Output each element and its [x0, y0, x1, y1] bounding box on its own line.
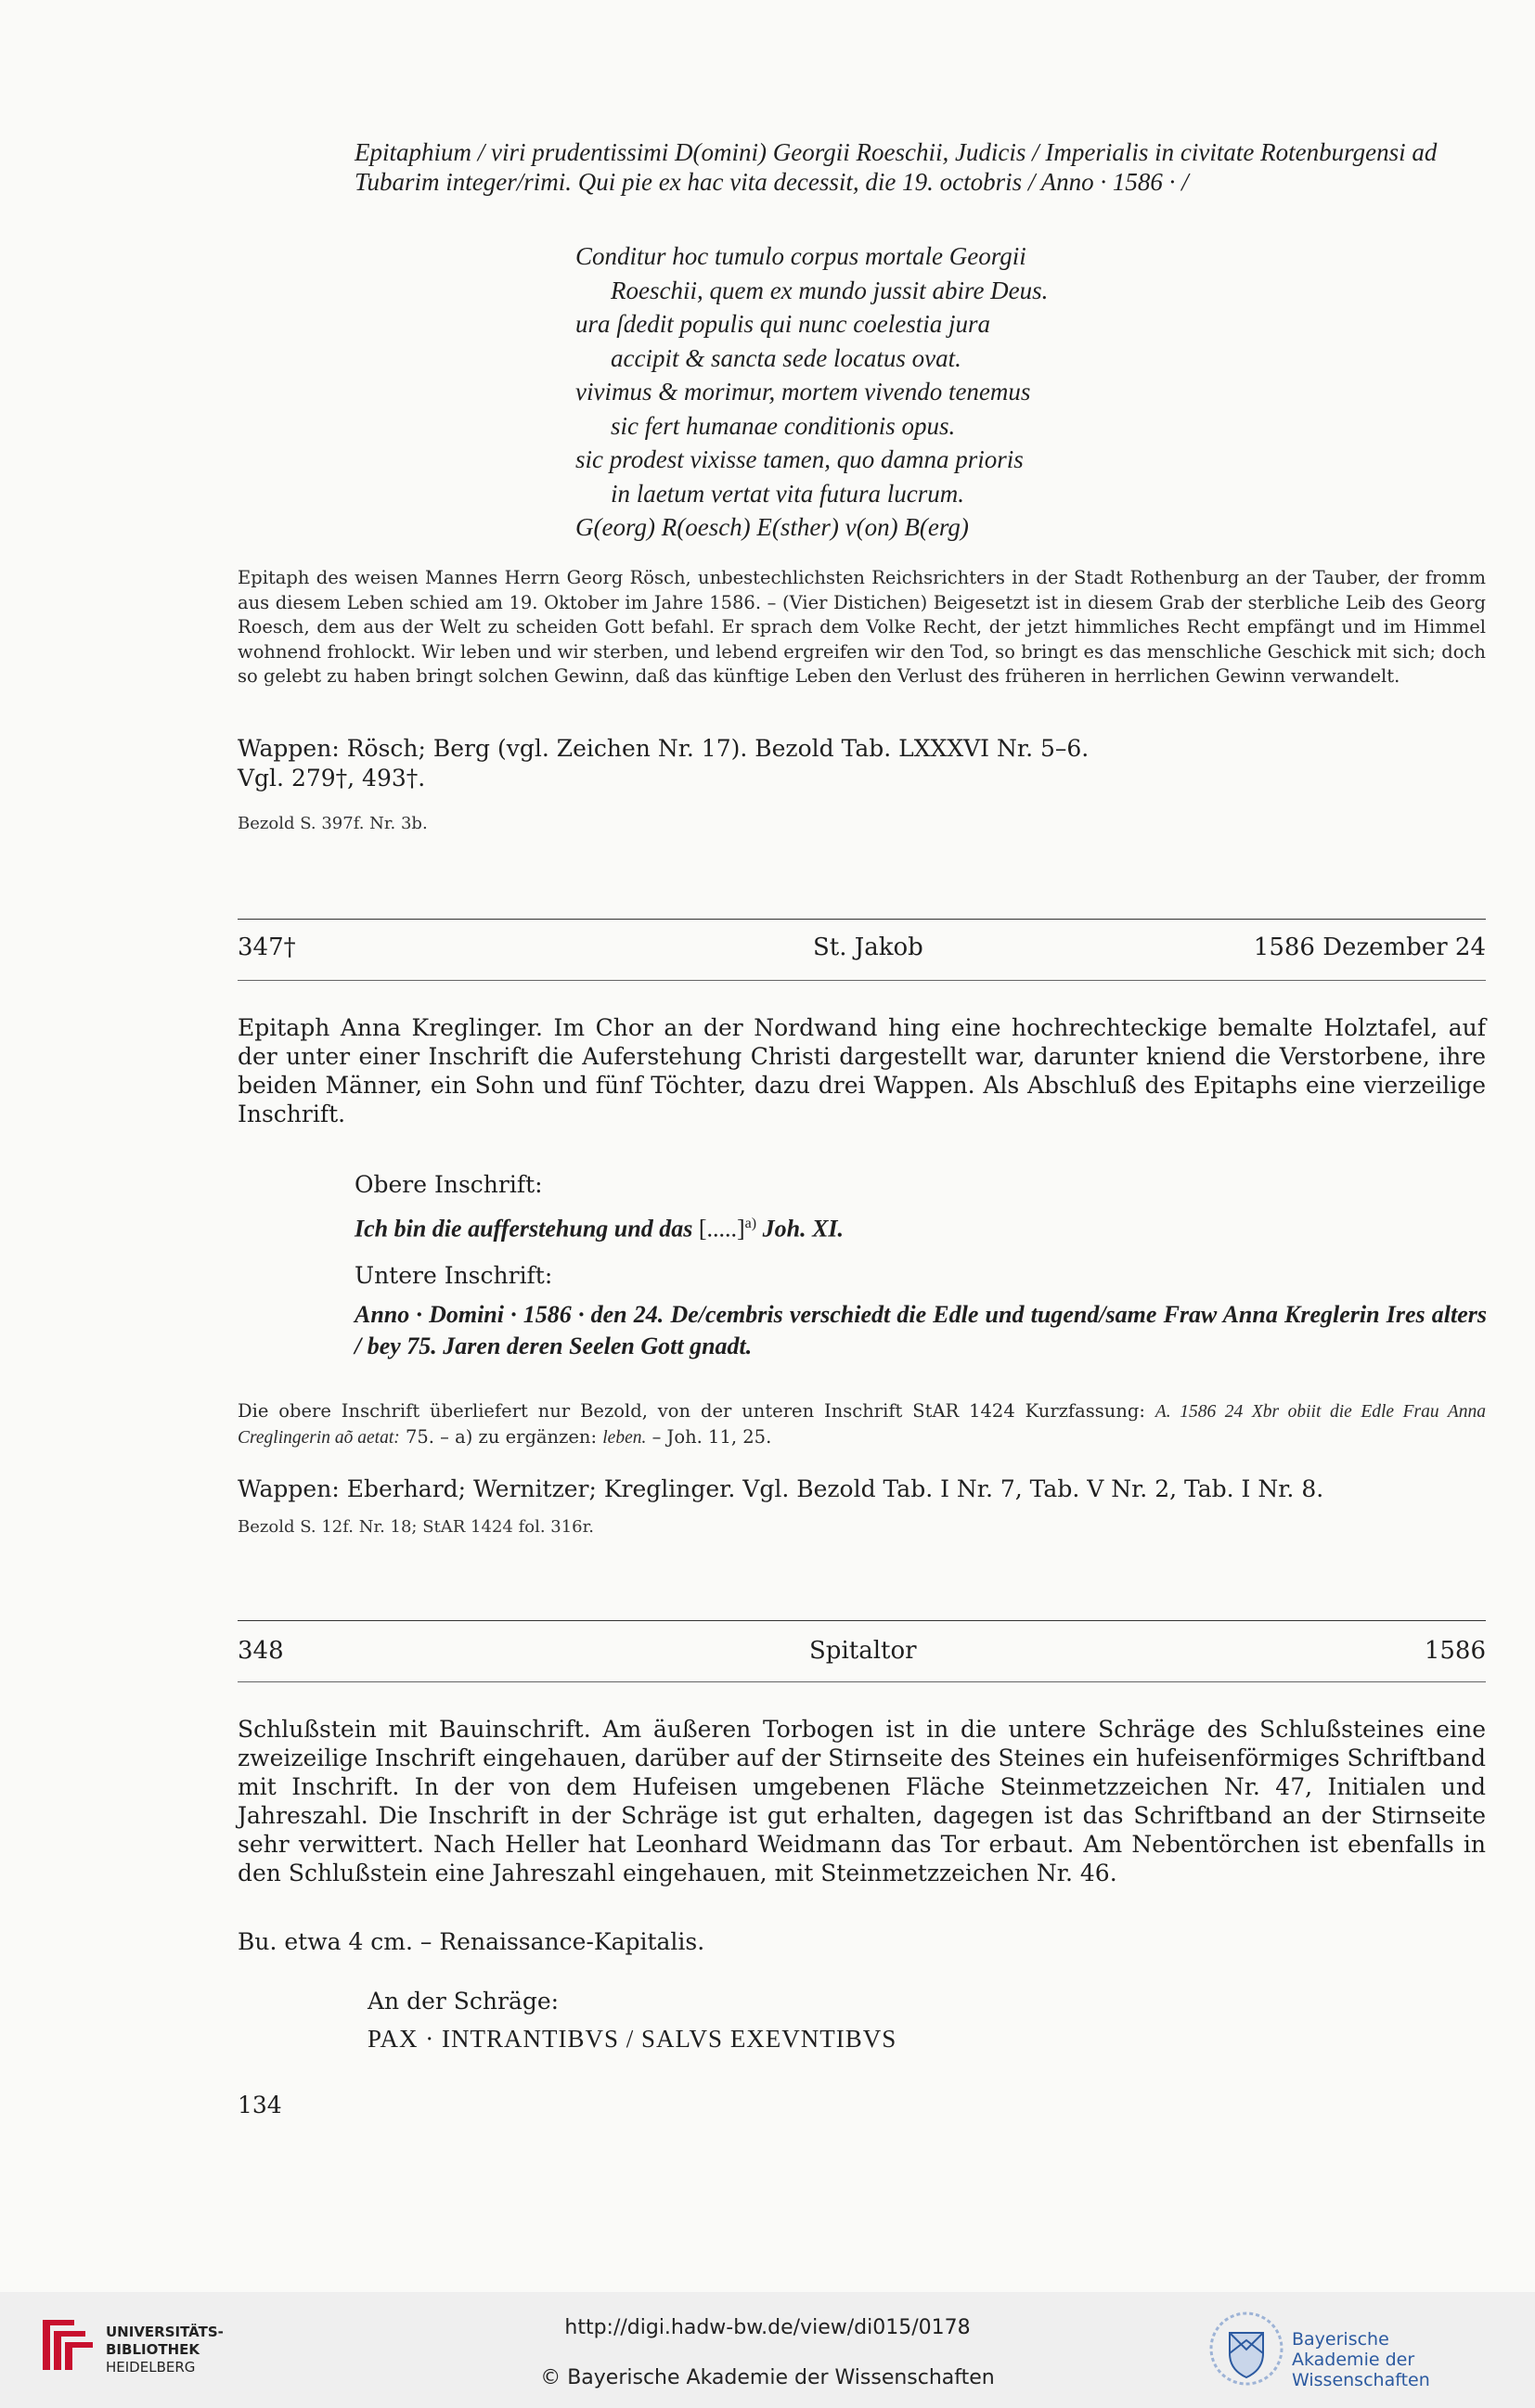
upper-inscription — [355, 1208, 1487, 1245]
entry-place: Spitaltor — [809, 1637, 917, 1665]
poem-line: sic fert humanae conditionis opus. — [611, 411, 956, 440]
wappen-line: Wappen: Rösch; Berg (vgl. Zeichen Nr. 17). Bezold Tab. LXXXVI Nr. 5–6. — [238, 735, 1090, 762]
upper-inscription-reference: Joh. XI. — [762, 1215, 845, 1243]
poem-line: vivimus & morimur, mortem vivendo tenemus — [575, 378, 1031, 406]
entry-rule-bottom — [238, 980, 1486, 981]
entry-description: Schlußstein mit Bauinschrift. Am äußeren Torbogen ist in die untere Schräge des Schlußsteines eine zweizeilige Inschrift eingehauen, darüber auf der Stirnseite des Steines ein hufeisenförmiges Schriftband mit Inschrift. In der von dem Hufeisen umgebenen Fläche Steinmetzzeichen Nr. 47, Initialen und Jahreszahl. Die Inschrift in der Schräge ist gut erhalten, dagegen ist das Schriftband an der Stirnseite sehr verwittert. Nach Heller hat Leonhard Weidmann das Tor erbaut. Am Nebentörchen ist ebenfalls in den Schlußstein eine Jahreszahl eingehauen, mit Steinmetzzeichen Nr. 46. — [238, 1716, 1486, 1886]
upper-inscription-label: Obere Inschrift: — [355, 1171, 543, 1198]
note-quote: A. 1586 24 Xbr obiit die Edle Frau Anna Creglingerin aõ aetat: — [238, 1402, 1486, 1448]
entry-rule-top — [238, 919, 1486, 920]
footnote-marker: a) — [744, 1216, 757, 1231]
epitaph-heading: Epitaphium / viri prudentissimi D(omini) Georgii Roeschii, Judicis / Imperialis in civitate Rotenburgensi ad Tubarim integer/rimi. Qui pie ex hac vita decessit, die 19. octobris / Anno · 1586 · / — [355, 138, 1438, 196]
entry-place: St. Jakob — [813, 934, 923, 961]
logo-line: Bayerische — [1292, 2329, 1389, 2350]
note-text: – Joh. 11, 25. — [651, 1425, 772, 1448]
lower-inscription-label: Untere Inschrift: — [355, 1262, 553, 1289]
note-text: Die obere Inschrift überliefert nur Bezold, von der unteren Inschrift StAR 1424 Kurzfassung: — [238, 1400, 1145, 1422]
upper-inscription-text: Ich bin die aufferstehung und das — [355, 1215, 693, 1243]
logo-line: Akademie der Wissenschaften — [1292, 2350, 1430, 2390]
lower-inscription: Anno · Domini · 1586 · den 24. De/cembris verschiedt die Edle und tugend/same Fraw Anna Kreglerin Ires alters / bey 75. Jaren deren Seelen Gott gnadt. — [355, 1301, 1487, 1359]
entry-notes — [238, 1399, 1486, 1450]
academy-logo[interactable] — [1206, 2309, 1522, 2392]
note-text: 75. – a) zu ergänzen: — [405, 1425, 598, 1448]
poem-line: accipit & sancta sede locatus ovat. — [611, 343, 961, 372]
note-quote: leben. — [602, 1427, 647, 1448]
entry-header — [238, 934, 1486, 965]
reference-line: Bezold S. 12f. Nr. 18; StAR 1424 fol. 316r. — [238, 1517, 594, 1537]
inscription-gap: [.....] — [698, 1215, 745, 1243]
entry-number: 348 — [238, 1637, 284, 1665]
footer-bar — [0, 2292, 1535, 2408]
reference-line: Bezold S. 397f. Nr. 3b. — [238, 814, 428, 833]
logo-line: HEIDELBERG — [106, 2359, 196, 2376]
page-number: 134 — [238, 2092, 282, 2118]
size-line: Bu. etwa 4 cm. – Renaissance-Kapitalis. — [238, 1928, 705, 1955]
entry-date: 1586 — [1424, 1637, 1486, 1665]
vgl-line: Vgl. 279†, 493†. — [238, 765, 426, 792]
poem-line: ura ſdedit populis qui nunc coelestia jura — [575, 310, 990, 338]
entry-number: 347† — [238, 934, 296, 961]
copyright-text: © Bayerische Akademie der Wissenschaften — [540, 2366, 995, 2389]
translation-paragraph: Epitaph des weisen Mannes Herrn Georg Rösch, unbestechlichsten Reichsrichters in der Stadt Rothenburg an der Tauber, der fromm aus diesem Leben schied am 19. Oktober im Jahre 1586. – (Vier Distichen) Beigesetzt ist in diesem Grab der sterbliche Leib des Georg Roesch, dem aus der Welt zu scheiden Gott befahl. Er sprach dem Volke Recht, der jetzt himmliches Recht empfängt und im Himmel wohnend frohlockt. Wir leben und wir sterben, und lebend ergreifen wir den Tod, so bringt es das menschliche Geschick mit sich; doch so gelebt zu haben bringt solchen Gewinn, daß das künftige Leben den Verlust des früheren in herrlichen Gewinn verwandelt. — [238, 567, 1486, 687]
wappen-line: Wappen: Eberhard; Wernitzer; Kreglinger. Vgl. Bezold Tab. I Nr. 7, Tab. V Nr. 2, Tab. I Nr. 8. — [238, 1475, 1324, 1502]
entry-rule-bottom — [238, 1681, 1486, 1682]
epitaph-poem — [575, 239, 1411, 545]
poem-line: Conditur hoc tumulo corpus mortale Georgii — [575, 242, 1026, 270]
entry-description: Epitaph Anna Kreglinger. Im Chor an der Nordwand hing eine hochrechteckige bemalte Holztafel, auf der unter einer Inschrift die Auferstehung Christi dargestellt war, darunter kniend die Verstorbene, ihre beiden Männer, ein Sohn und fünf Töchter, dazu drei Wappen. Als Abschluß des Epitaphs eine vierzeilige Inschrift. — [238, 1014, 1486, 1127]
logo-line: UNIVERSITÄTS- — [106, 2324, 224, 2340]
entry-rule-top — [238, 1620, 1486, 1621]
poem-line: in laetum vertat vita futura lucrum. — [611, 479, 964, 508]
source-url-link[interactable]: http://digi.hadw-bw.de/view/di015/0178 — [564, 2316, 971, 2339]
logo-line: BIBLIOTHEK — [106, 2341, 200, 2358]
poem-line: sic prodest vixisse tamen, quo damna prioris — [575, 445, 1024, 473]
entry-header — [238, 1637, 1486, 1668]
poem-line: Roeschii, quem ex mundo jussit abire Deus. — [611, 276, 1049, 304]
poem-line: G(eorg) R(oesch) E(sther) v(on) B(erg) — [575, 513, 969, 541]
inscription-capitals: PAX · INTRANTIBVS / SALVS EXEVNTIBVS — [368, 2025, 897, 2053]
entry-date: 1586 Dezember 24 — [1253, 934, 1486, 961]
academy-crest-icon — [1206, 2309, 1286, 2389]
inscription-label: An der Schräge: — [368, 1988, 560, 2015]
